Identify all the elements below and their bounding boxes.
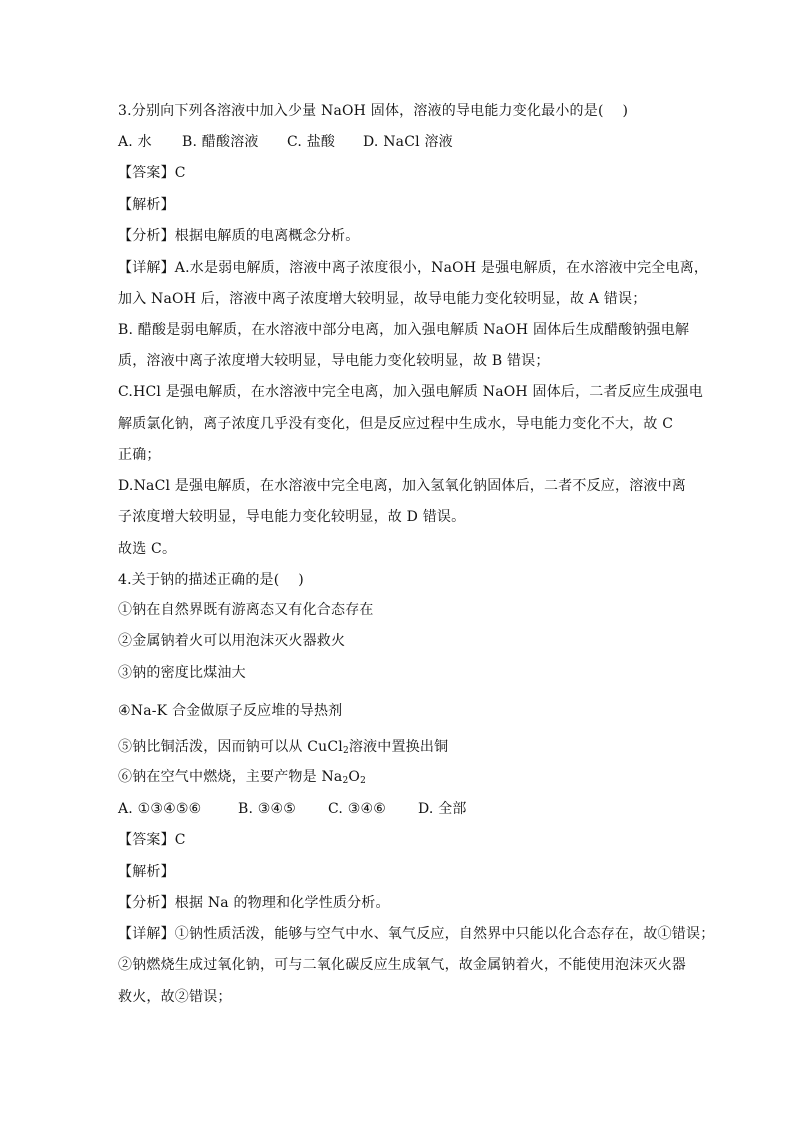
- q4-item-2: ②金属钠着火可以用泡沫灭火器救火: [118, 633, 346, 649]
- q4-item-6: [118, 767, 676, 791]
- q4-item-1: ①钠在自然界既有游离态又有化合态存在: [118, 602, 374, 618]
- q3-detail-line: 子浓度增大较明显，导电能力变化较明显，故 D 错误。: [118, 509, 466, 525]
- q4-detail-line: 【详解】①钠性质活泼，能够与空气中水、氧气反应，自然界中只能以化合态存在，故①错误；: [118, 926, 715, 942]
- q3-fenxi: 【分析】根据电解质的电离概念分析。: [118, 228, 360, 244]
- q3-detail-line: 正确；: [118, 447, 161, 463]
- q4-item-5: [118, 737, 676, 761]
- q3-stem: 3.分别向下列各溶液中加入少量 NaOH 固体，溶液的导电能力变化最小的是( ): [118, 103, 629, 119]
- q3-detail-line: C.HCl 是强电解质，在水溶液中完全电离，加入强电解质 NaOH 固体后，二者反应生成强电: [118, 384, 703, 400]
- q3-answer: 【答案】C: [118, 165, 186, 181]
- q4-option-b: B. ③④⑤: [238, 801, 297, 817]
- q3-option-a: A. 水: [118, 134, 152, 150]
- q4-detail-line: 救火，故②错误；: [118, 989, 232, 1005]
- q4-item-6-text: ⑥钠在空气中燃烧，主要产物是 Na: [118, 769, 343, 785]
- q4-detail-line: ②钠燃烧生成过氧化钠，可与二氧化碳反应生成氧气，故金属钠着火，不能使用泡沫灭火器: [118, 957, 686, 973]
- q4-item-6-subscript: 2: [360, 776, 367, 786]
- q4-stem: 4.关于钠的描述正确的是( ): [118, 572, 304, 588]
- q4-item-4: ④Na-K 合金做原子反应堆的导热剂: [118, 703, 343, 719]
- q4-item-5-subscript: 2: [342, 746, 349, 756]
- q4-option-d: D. 全部: [418, 801, 467, 817]
- q3-detail-line: 质，溶液中离子浓度增大较明显，导电能力变化较明显，故 B 错误；: [118, 353, 550, 369]
- q4-options: [118, 799, 676, 819]
- q4-option-c: C. ③④⑥: [328, 801, 386, 817]
- q3-option-d: D. NaCl 溶液: [363, 134, 453, 150]
- q4-item-6-subscript: 2: [342, 776, 349, 786]
- q3-conclusion: 故选 C。: [118, 541, 177, 557]
- q3-detail-line: D.NaCl 是强电解质，在水溶液中完全电离，加入氢氧化钠固体后，二者不反应，溶液中离: [118, 478, 687, 494]
- q3-option-b: B. 醋酸溶液: [182, 134, 259, 150]
- q3-options: [118, 132, 676, 152]
- q3-analysis-title: 【解析】: [118, 197, 175, 213]
- q4-answer: 【答案】C: [118, 832, 186, 848]
- q4-fenxi: 【分析】根据 Na 的物理和化学性质分析。: [118, 895, 390, 911]
- q4-item-5-text: ⑤钠比铜活泼，因而钠可以从 CuCl: [118, 739, 343, 755]
- q4-item-5-text-end: 溶液中置换出铜: [348, 739, 449, 755]
- q3-option-c: C. 盐酸: [287, 134, 336, 150]
- q4-option-a: A. ①③④⑤⑥: [118, 801, 202, 817]
- q4-item-3: ③钠的密度比煤油大: [118, 665, 246, 681]
- q3-detail-line: 【详解】A.水是弱电解质，溶液中离子浓度很小，NaOH 是强电解质，在水溶液中完全电离，: [118, 260, 709, 276]
- q3-detail-line: B. 醋酸是弱电解质，在水溶液中部分电离，加入强电解质 NaOH 固体后生成醋酸钠强电解: [118, 322, 690, 338]
- q3-detail-line: 加入 NaOH 后，溶液中离子浓度增大较明显，故导电能力变化较明显，故 A 错误；: [118, 291, 647, 307]
- q3-detail-line: 解质氯化钠，离子浓度几乎没有变化，但是反应过程中生成水，导电能力变化不大，故 C: [118, 416, 674, 432]
- q4-analysis-title: 【解析】: [118, 864, 175, 880]
- q4-item-6-oxygen: O: [348, 769, 361, 785]
